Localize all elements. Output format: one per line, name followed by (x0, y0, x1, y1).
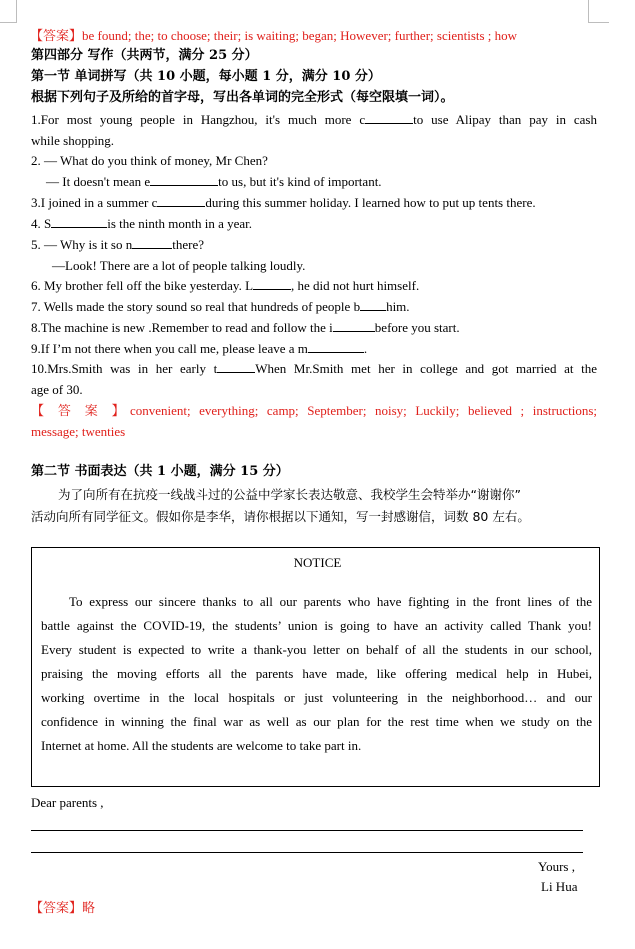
page-corner-mark-right (588, 0, 609, 23)
question-1: 1.For most young people in Hangzhou, it's much more c to use Alipay than pay in cash (31, 112, 597, 127)
question-5: 5. — Why is it so n there? (31, 237, 205, 252)
question-7: 7. Wells made the story sound so real that hundreds of people b him. (31, 299, 410, 314)
question-10: 10.Mrs.Smith was in her early t When Mr.Smith met her in college and got married at the (31, 361, 597, 376)
question-2: 2. — What do you think of money, Mr Chen? (31, 153, 268, 168)
question-3: 3.I joined in a summer c during this summer holiday. I learned how to put up tents there. (31, 195, 536, 210)
notice-line-7: Internet at home. All the students are welcome to take part in. (41, 738, 362, 753)
section2-answer: 略 (82, 900, 96, 915)
notice-line-2: battle against the COVID-19, the students’ union is going to have an activity called Thank you! (41, 618, 592, 633)
notice-line-1: To express our sincere thanks to all our parents who have fighting in the front lines of the (69, 594, 592, 609)
notice-line-4: praising the moving efforts all the parents have made, like offering medical help in Hubei, (41, 666, 592, 681)
question-5-reply: —Look! There are a lot of people talking loudly. (52, 258, 306, 273)
section2-heading: 第二节 书面表达（共 1 小题，满分 15 分） (31, 464, 289, 479)
question-2-reply: — It doesn't mean e to us, but it's kind of important. (46, 174, 382, 189)
blank-2 (150, 172, 218, 186)
answer-tag: 【 答 案 】 (31, 403, 130, 418)
section2-intro-1: 为了向所有在抗疫一线战斗过的公益中学家长表达敬意、我校学生会特举办“谢谢你” (58, 487, 521, 502)
writing-line-2 (31, 852, 583, 853)
section1-answers-cont: message; twenties (31, 424, 126, 439)
section1-heading: 第一节 单词拼写（共 10 小题，每小题 1 分，满分 10 分） (31, 69, 381, 84)
letter-salutation: Dear parents , (31, 795, 104, 810)
page-corner-mark-left (0, 0, 17, 23)
question-1-cont: while shopping. (31, 133, 115, 148)
notice-line-5: working overtime in the local hospitals or just volunteering in the neighborhood… and our (41, 690, 592, 705)
section1-answer-line (31, 401, 597, 421)
letter-closing: Yours , (538, 859, 575, 874)
blank-7 (360, 297, 386, 311)
question-4: 4. S is the ninth month in a year. (31, 216, 253, 231)
notice-line-3: Every student is expected to write a thank-you letter on behalf of all the students in our school, (41, 642, 592, 657)
part1-answer-line (30, 26, 596, 46)
blank-3 (157, 193, 205, 207)
question-10-cont: age of 30. (31, 382, 83, 397)
part1-answers: be found; the; to choose; their; is waiting; began; However; further; scientists ; how (82, 28, 518, 43)
notice-title: NOTICE (293, 555, 342, 570)
question-6: 6. My brother fell off the bike yesterday. L , he did not hurt himself. (31, 278, 420, 293)
answer-tag: 【答案】 (30, 900, 83, 915)
question-8: 8.The machine is new .Remember to read and follow the i before you start. (31, 320, 460, 335)
section1-instruction: 根据下列句子及所给的首字母，写出各单词的完全形式（每空限填一词）。 (31, 90, 454, 105)
letter-signature: Li Hua (541, 879, 578, 894)
notice-line-6: confidence in winning the final war as well as our plan for the rest time when we study on the (41, 714, 592, 729)
writing-line-1 (31, 830, 583, 831)
blank-1 (365, 110, 413, 124)
section2-answer-line (30, 898, 596, 918)
blank-8 (333, 318, 375, 332)
answer-tag: 【答案】 (30, 28, 83, 43)
section2-intro-2: 活动向所有同学征文。假如你是李华，请你根据以下通知，写一封感谢信，词数 80 左右。 (31, 509, 530, 524)
blank-5 (132, 235, 172, 249)
question-9: 9.If I’m not there when you call me, please leave a m . (31, 341, 368, 356)
part4-heading: 第四部分 写作（共两节，满分 25 分） (31, 48, 258, 63)
blank-4 (51, 214, 107, 228)
blank-10 (217, 359, 255, 373)
blank-6 (253, 276, 291, 290)
blank-9 (308, 339, 364, 353)
section1-answers: convenient; everything; camp; September; noisy; Luckily; believed ; instructions; (129, 403, 597, 418)
